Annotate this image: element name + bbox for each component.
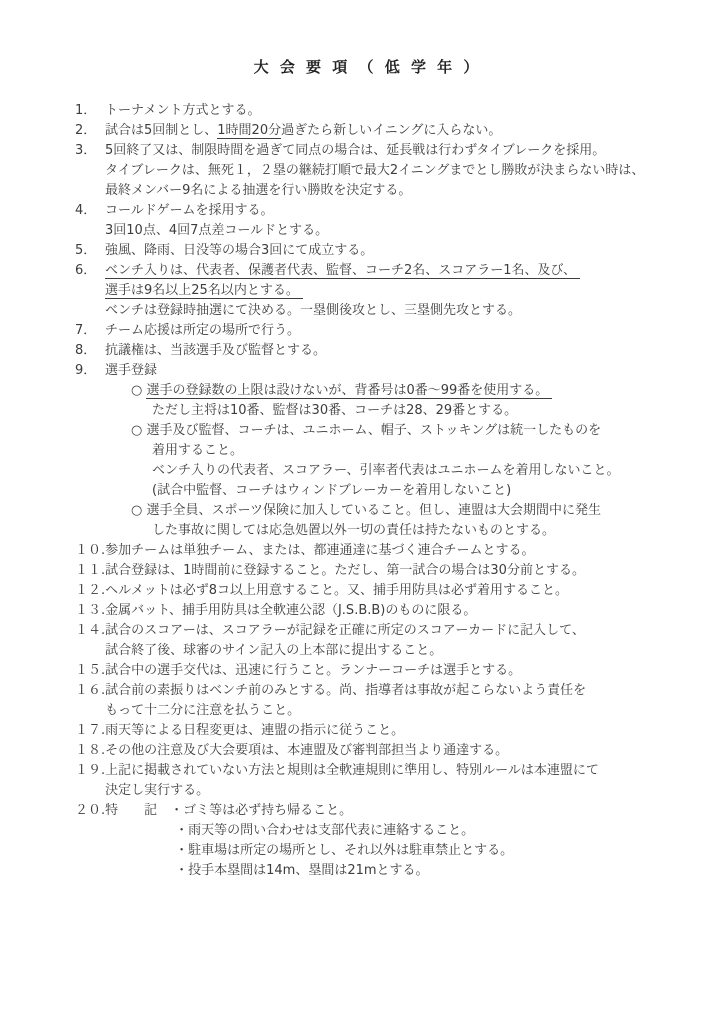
rule-item [75, 341, 660, 361]
rule-line [131, 381, 660, 401]
text-segment: ○ [131, 383, 147, 398]
text-segment: 3回10点、4回7点差コールドとする。 [105, 223, 329, 238]
rule-item-content [105, 721, 660, 741]
rule-item-number: １４. [75, 623, 106, 638]
rule-item [75, 801, 660, 881]
text-segment: トーナメント方式とする。 [105, 103, 261, 118]
rule-item-content [105, 621, 660, 661]
text-segment: 試合終了後、球審のサイン記入の上本部に提出すること。 [105, 643, 443, 658]
text-segment: 選手登録 [105, 363, 158, 378]
rule-item-number: １５. [75, 663, 106, 678]
rule-item-content [105, 581, 660, 601]
text-segment: もって十二分に注意を払うこと。 [105, 703, 301, 718]
rule-item-number: 7． [75, 323, 97, 338]
rule-line [105, 181, 660, 201]
text-segment: 試合前の素振りはベンチ前のみとする。尚、指導者は事故が起こらないよう責任を [105, 683, 587, 698]
text-segment: ただし主将は10番、監督は30番、コーチは28、29番とする。 [152, 403, 518, 418]
text-segment: 試合のスコアーは、スコアラーが記録を正確に所定のスコアーカードに記入して、 [105, 623, 585, 638]
rule-item-content [105, 561, 660, 581]
text-segment: 試合登録は、1時間前に登録すること。ただし、第一試合の場合は30分前とする。 [105, 563, 585, 578]
text-segment: ベンチ入りの代表者、スコアラー、引率者代表はユニホームを着用しないこと。 [152, 463, 620, 478]
rule-item-content [105, 661, 660, 681]
rule-item-number: 5． [75, 243, 97, 258]
rule-line [105, 601, 660, 621]
rule-line [105, 261, 660, 281]
text-segment: 雨天等による日程変更は、連盟の指示に従うこと。 [105, 723, 405, 738]
rule-line [152, 441, 660, 461]
rule-item-content [105, 601, 660, 621]
rule-line [105, 101, 660, 121]
rule-line [105, 301, 660, 321]
text-segment: 過ぎたら新しいイニングに入らない。 [281, 123, 502, 138]
rule-line [105, 321, 660, 341]
rule-item [75, 761, 660, 801]
rule-item-number: １７. [75, 723, 106, 738]
rule-item-number: ２０. [75, 803, 106, 818]
text-segment: ○ 選手全員、スポーツ保険に加入していること。但し、連盟は大会期間中に発生 [131, 503, 601, 518]
rule-line [105, 681, 660, 701]
page-title: 大 会 要 項 （ 低 学 年 ） [253, 58, 482, 76]
text-segment: ・駐車場は所定の場所とし、それ以外は駐車禁止とする。 [175, 843, 514, 858]
rule-item-content [105, 681, 660, 721]
rule-line [105, 661, 660, 681]
text-segment: 金属バット、捕手用防具は全軟連公認（J.S.B.B)のものに限る。 [105, 603, 477, 618]
text-segment: 決定し実行する。 [105, 783, 210, 798]
rule-item-number: １８. [75, 743, 106, 758]
rule-line [105, 141, 660, 161]
rule-line [175, 861, 660, 881]
text-segment: した事故に関しては応急処置以外一切の責任は持たないものとする。 [152, 523, 556, 538]
rule-item [75, 101, 660, 121]
text-segment-underlined: ベンチ入りは、代表者、保護者代表、監督、コーチ2名、スコアラー1名、及び、 [105, 263, 581, 278]
rule-line [105, 221, 660, 241]
rule-item [75, 681, 660, 721]
rule-item [75, 141, 660, 201]
rule-line [105, 641, 660, 661]
rule-line [152, 521, 660, 541]
rule-line [152, 461, 660, 481]
rule-item-number: １０. [75, 543, 106, 558]
rule-line [105, 121, 660, 141]
rule-item [75, 581, 660, 601]
text-segment: 上記に掲載されていない方法と規則は全軟連規則に準用し、特別ルールは本連盟にて [105, 763, 599, 778]
rule-line [105, 621, 660, 641]
text-segment: その他の注意及び大会要項は、本連盟及び審判部担当より通達する。 [105, 743, 509, 758]
rule-line [131, 421, 660, 441]
rule-item-content [105, 241, 660, 261]
rule-item [75, 241, 660, 261]
rule-line [105, 161, 660, 181]
rule-line [105, 581, 660, 601]
rule-item-number: １３. [75, 603, 106, 618]
rule-line [105, 761, 660, 781]
rule-item-content [105, 761, 660, 801]
rule-item-content [105, 101, 660, 121]
rule-item [75, 541, 660, 561]
text-segment: 特 記 ・ゴミ等は必ず持ち帰ること。 [105, 803, 353, 818]
text-segment: 参加チームは単独チーム、または、都連通達に基づく連合チームとする。 [105, 543, 535, 558]
rule-line [105, 541, 660, 561]
rule-item [75, 621, 660, 661]
text-segment-underlined: 選手は9名以上25名以内とする。 [105, 283, 303, 298]
rule-item [75, 661, 660, 681]
rule-item-content [105, 201, 660, 241]
rule-item-number: １２. [75, 583, 106, 598]
text-segment: コールドゲームを採用する。 [105, 203, 274, 218]
text-segment: ・雨天等の問い合わせは支部代表に連絡すること。 [175, 823, 475, 838]
rule-item [75, 321, 660, 341]
rule-line [131, 501, 660, 521]
rule-item-number: 1． [75, 103, 97, 118]
rule-item [75, 201, 660, 241]
rule-item [75, 361, 660, 541]
rule-item-content [105, 741, 660, 761]
rule-line [105, 361, 660, 381]
text-segment: 試合は5回制とし、 [105, 123, 218, 138]
rule-line [105, 781, 660, 801]
rule-item-number: １９. [75, 763, 106, 778]
rule-item-number: 9． [75, 363, 97, 378]
rule-line [152, 481, 660, 501]
rule-line [105, 281, 660, 301]
rule-item-content [105, 541, 660, 561]
rules-list [75, 101, 660, 881]
text-segment: (試合中監督、コーチはウィンドブレーカーを着用しないこと) [152, 483, 512, 498]
rule-item-content [105, 341, 660, 361]
text-segment: ヘルメットは必ず8コ以上用意すること。又、捕手用防具は必ず着用すること。 [105, 583, 569, 598]
text-segment: ・投手本塁間は14m、塁間は21mとする。 [175, 863, 429, 878]
rule-item [75, 261, 660, 321]
rule-item [75, 121, 660, 141]
rule-line [105, 741, 660, 761]
rule-line [105, 561, 660, 581]
rule-line [105, 241, 660, 261]
rule-item-content [105, 121, 660, 141]
text-segment: 強風、降雨、日没等の場合3回にて成立する。 [105, 243, 374, 258]
text-segment: チーム応援は所定の場所で行う。 [105, 323, 301, 338]
rule-item [75, 561, 660, 581]
rule-line [105, 801, 660, 821]
rule-line [175, 821, 660, 841]
rule-item-number: １６. [75, 683, 106, 698]
rule-item-number: 6． [75, 263, 97, 278]
rule-item-content [105, 261, 660, 321]
rule-item-content [105, 801, 660, 881]
rule-line [105, 721, 660, 741]
text-segment: 試合中の選手交代は、迅速に行うこと。ランナーコーチは選手とする。 [105, 663, 522, 678]
rule-item-number: 3． [75, 143, 97, 158]
rule-item [75, 601, 660, 621]
rule-item-number: 8． [75, 343, 97, 358]
text-segment: タイブレークは、無死１，２塁の継続打順で最大2イニングまでとし勝敗が決まらない時は、 [105, 163, 645, 178]
rule-item-content [105, 361, 660, 541]
rule-line [152, 401, 660, 421]
rule-line [105, 201, 660, 221]
rule-item [75, 721, 660, 741]
rule-item-content [105, 321, 660, 341]
text-segment: ベンチは登録時抽選にて決める。一塁側後攻とし、三塁側先攻とする。 [105, 303, 522, 318]
text-segment: 5回終了又は、制限時間を過ぎて同点の場合は、延長戦は行わずタイブレークを採用。 [105, 143, 606, 158]
text-segment: 着用すること。 [152, 443, 244, 458]
rule-item-number: 4． [75, 203, 97, 218]
rule-line [105, 701, 660, 721]
rule-line [175, 841, 660, 861]
rule-item-number: １１. [75, 563, 106, 578]
text-segment-underlined: 選手の登録数の上限は設けないが、背番号は0番～99番を使用する。 [146, 383, 553, 398]
text-segment: 抗議権は、当該選手及び監督とする。 [105, 343, 327, 358]
text-segment: 最終メンバー9名による抽選を行い勝敗を決定する。 [105, 183, 412, 198]
rule-item-number: 2． [75, 123, 97, 138]
rule-item-content [105, 141, 660, 201]
rule-item [75, 741, 660, 761]
text-segment: ○ 選手及び監督、コーチは、ユニホーム、帽子、ストッキングは統一したものを [131, 423, 602, 438]
rule-line [105, 341, 660, 361]
text-segment-underlined: 1時間20分 [217, 123, 282, 138]
